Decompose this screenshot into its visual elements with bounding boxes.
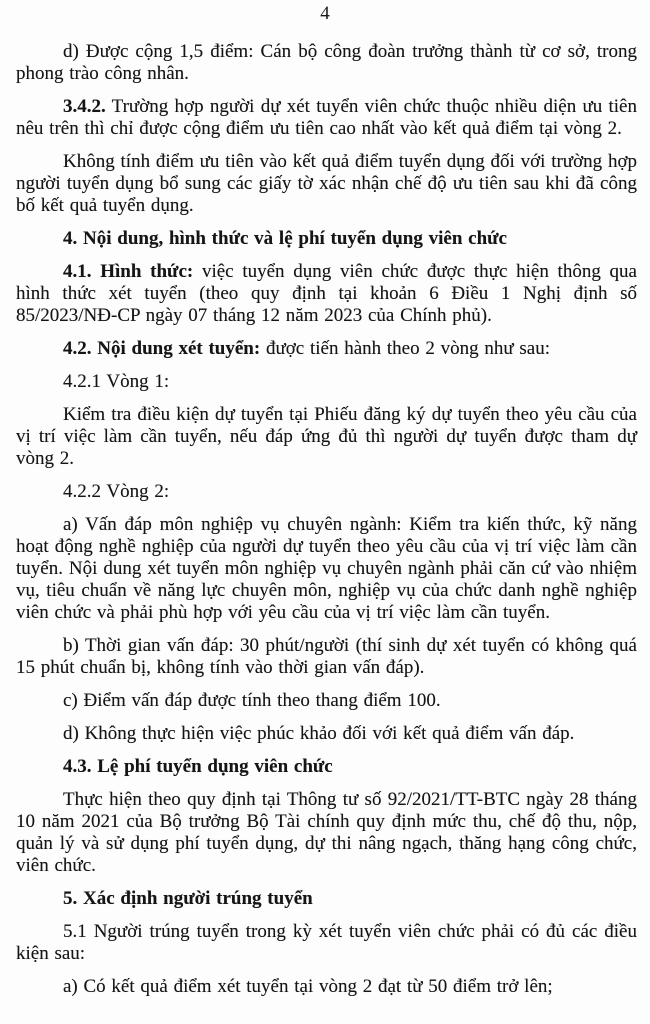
paragraph-text: Kiểm tra điều kiện dự tuyển tại Phiếu đăng ký dự tuyển theo yêu cầu của vị trí việc làm cần tuyển, nếu đáp ứng đủ thì người dự tuyển được tham dự vòng 2. xyxy=(16,404,637,469)
paragraph-text: c) Điểm vấn đáp được tính theo thang điểm 100. xyxy=(63,690,441,711)
heading-4-content-form-fees xyxy=(16,228,637,250)
heading-4-3-fees xyxy=(16,756,637,778)
paragraph-bold-lead: 4. Nội dung, hình thức và lệ phí tuyển dụng viên chức xyxy=(63,228,507,249)
para-round-2-d-no-review xyxy=(16,723,637,745)
paragraph-bold-lead: 4.1. Hình thức: xyxy=(63,261,194,282)
para-no-priority-points xyxy=(16,151,637,217)
para-4-2-1-round-1 xyxy=(16,371,637,393)
para-5-1-a-score xyxy=(16,976,637,998)
heading-5-winner-determination xyxy=(16,888,637,910)
paragraph-text: d) Không thực hiện việc phúc khảo đối với kết quả điểm vấn đáp. xyxy=(63,723,575,744)
paragraph-text: b) Thời gian vấn đáp: 30 phút/người (thí sinh dự xét tuyển có không quá 15 phút chuẩn bị, không tính vào thời gian vấn đáp). xyxy=(16,635,637,678)
paragraph-text: 4.2.1 Vòng 1: xyxy=(63,371,170,392)
paragraph-text: Thực hiện theo quy định tại Thông tư số 92/2021/TT-BTC ngày 28 tháng 10 năm 2021 của Bộ trưởng Bộ Tài chính quy định mức thu, chế độ thu, nộp, quản lý và sử dụng phí tuyển dụng, dự thi nâng ngạch, thăng hạng công chức, viên chức. xyxy=(16,789,637,876)
paragraph-text: a) Vấn đáp môn nghiệp vụ chuyên ngành: Kiểm tra kiến thức, kỹ năng hoạt động nghề nghiệp của người dự tuyển theo yêu cầu của vị trí việc làm cần tuyển. Nội dung xét tuyển môn nghiệp vụ chuyên ngành phải căn cứ vào nhiệm vụ, tiêu chuẩn về năng lực chuyên môn, nghiệp vụ của chức danh nghề nghiệp viên chức và phải phù hợp với yêu cầu của vị trí việc làm cần tuyển. xyxy=(16,514,637,623)
paragraph-text: việc tuyển dụng viên chức được thực hiện thông qua hình thức xét tuyển (theo quy định tại khoản 6 Điều 1 Nghị định số 85/2023/NĐ-CP ngày 07 tháng 12 năm 2023 của Chính phủ). xyxy=(16,261,637,326)
para-fees-circular xyxy=(16,789,637,877)
para-round-2-c-scale xyxy=(16,690,637,712)
paragraph-bold-lead: 4.2. Nội dung xét tuyển: xyxy=(63,338,261,359)
para-3-4-2-priority xyxy=(16,96,637,140)
paragraph-bold-lead: 3.4.2. xyxy=(63,96,106,117)
paragraph-bold-lead: 4.3. Lệ phí tuyển dụng viên chức xyxy=(63,756,333,777)
para-4-2-2-round-2 xyxy=(16,481,637,503)
para-d-bonus-points xyxy=(16,41,637,85)
para-4-1-form xyxy=(16,261,637,327)
para-round-2-a-interview xyxy=(16,514,637,624)
page-number: 4 xyxy=(320,3,330,24)
document-content xyxy=(0,41,650,998)
paragraph-text: được tiến hành theo 2 vòng như sau: xyxy=(260,338,551,359)
paragraph-text: d) Được cộng 1,5 điểm: Cán bộ công đoàn trưởng thành từ cơ sở, trong phong trào công nhân. xyxy=(16,41,637,84)
paragraph-text: 5.1 Người trúng tuyển trong kỳ xét tuyển viên chức phải có đủ các điều kiện sau: xyxy=(16,921,637,964)
para-5-1-conditions xyxy=(16,921,637,965)
paragraph-text: Không tính điểm ưu tiên vào kết quả điểm tuyển dụng đối với trường hợp người tuyển dụng bổ sung các giấy tờ xác nhận chế độ ưu tiên sau khi đã công bố kết quả tuyển dụng. xyxy=(16,151,637,216)
para-4-2-selection-content xyxy=(16,338,637,360)
paragraph-text: 4.2.2 Vòng 2: xyxy=(63,481,170,502)
paragraph-text: a) Có kết quả điểm xét tuyển tại vòng 2 đạt từ 50 điểm trở lên; xyxy=(63,976,553,997)
paragraph-bold-lead: 5. Xác định người trúng tuyển xyxy=(63,888,313,909)
paragraph-text: Trường hợp người dự xét tuyển viên chức thuộc nhiều diện ưu tiên nêu trên thì chỉ được cộng điểm ưu tiên cao nhất vào kết quả điểm tại vòng 2. xyxy=(16,96,637,139)
para-round-2-b-duration xyxy=(16,635,637,679)
para-round-1-detail xyxy=(16,404,637,470)
